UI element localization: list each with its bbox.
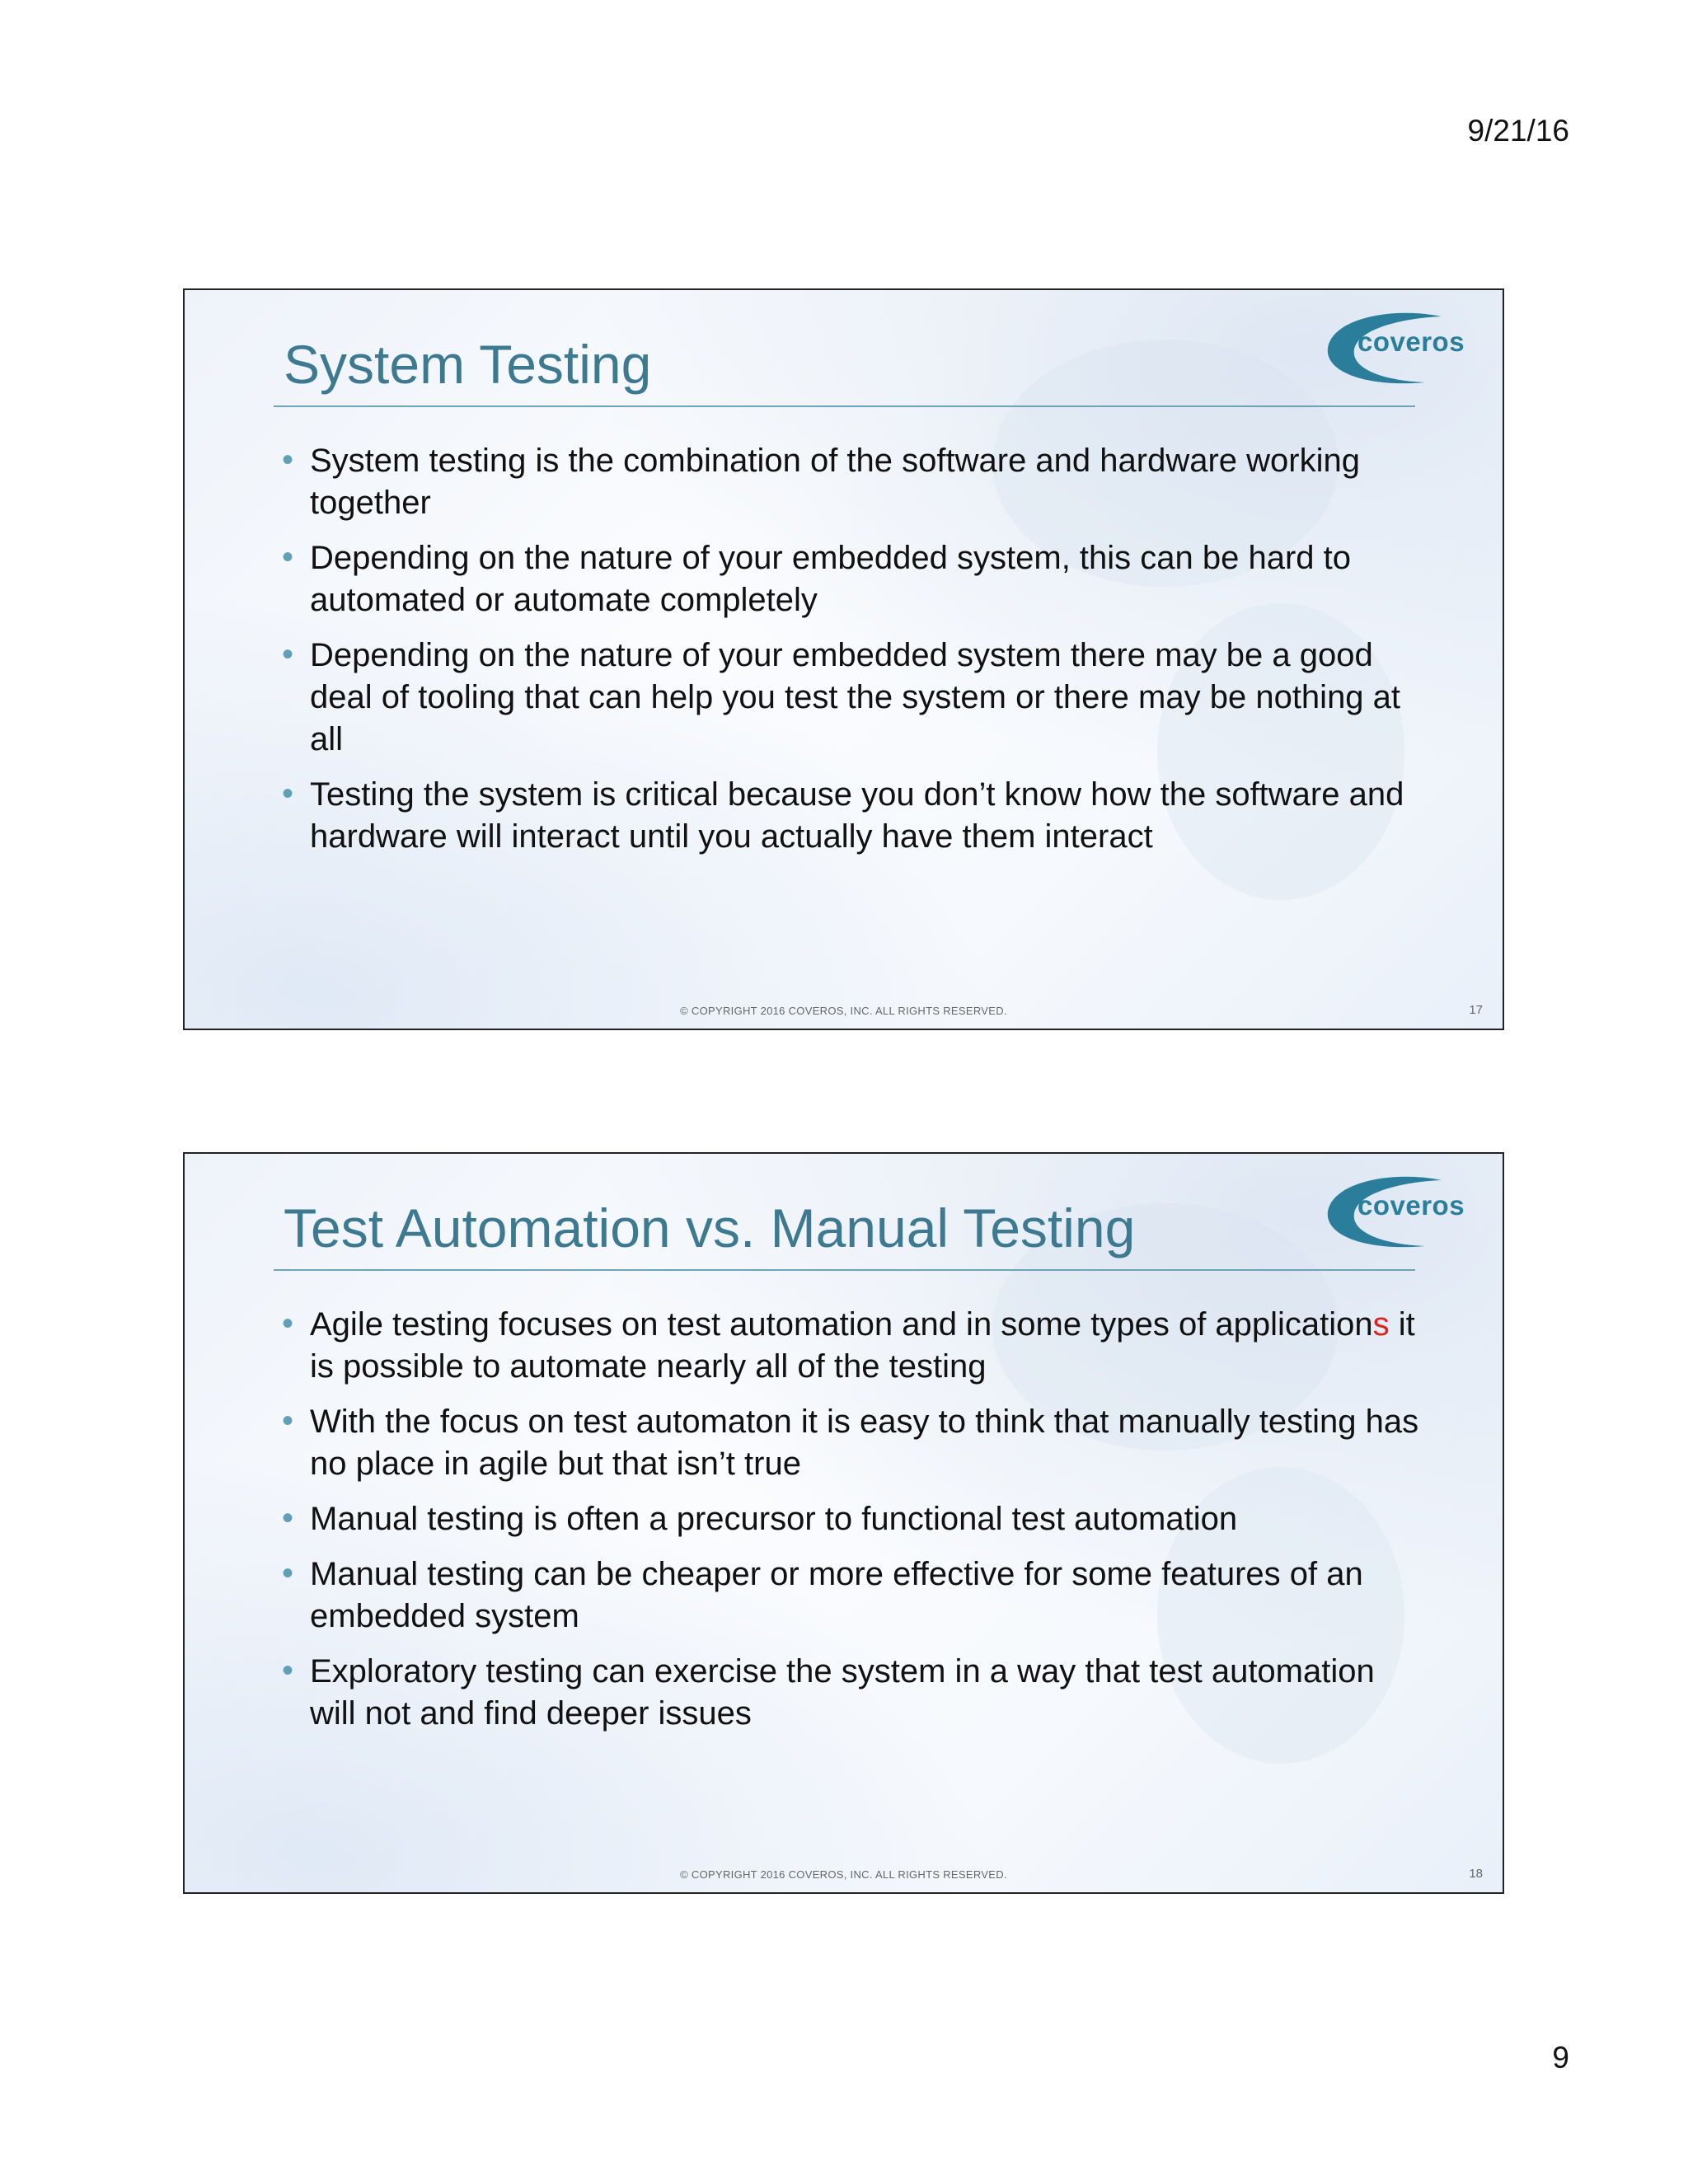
bullet-list (275, 1304, 1421, 1748)
copyright-notice: © COPYRIGHT 2016 COVEROS, INC. ALL RIGHTS RESERVED. (680, 1005, 1007, 1017)
page-date: 9/21/16 (1467, 114, 1569, 148)
slide-title: System Testing (284, 334, 652, 395)
title-divider (274, 1269, 1415, 1271)
slide-number: 18 (1469, 1867, 1483, 1881)
bullet-item: • Depending on the nature of your embedded system, this can be hard to automated or automate completely (275, 537, 1421, 621)
bullet-list (275, 440, 1421, 871)
logo-text: coveros (1357, 1190, 1465, 1221)
bullet-item: • Testing the system is critical because you don’t know how the software and hardware will interact until you actually have them interact (275, 774, 1421, 858)
slide-test-automation-vs-manual (183, 1152, 1504, 1894)
copyright-notice: © COPYRIGHT 2016 COVEROS, INC. ALL RIGHTS RESERVED. (680, 1868, 1007, 1881)
bullet-text: it is possible to automate nearly all of the testing (310, 1306, 1415, 1385)
highlighted-letter: s (1372, 1306, 1390, 1343)
coveros-logo (1318, 308, 1475, 391)
slide-number: 17 (1469, 1003, 1483, 1017)
slide-title: Test Automation vs. Manual Testing (284, 1197, 1136, 1258)
bullet-item: • Manual testing is often a precursor to functional test automation (275, 1498, 1421, 1540)
bullet-item: • Depending on the nature of your embedded system there may be a good deal of tooling that can help you test the system or there may be nothing at all (275, 635, 1421, 761)
bullet-text: Agile testing focuses on test automation and in some types of application (310, 1306, 1373, 1343)
logo-text: coveros (1357, 326, 1465, 357)
coveros-logo (1318, 1172, 1475, 1254)
page-number: 9 (1552, 2041, 1569, 2074)
title-divider (274, 405, 1415, 407)
bullet-item: • System testing is the combination of the software and hardware working together (275, 440, 1421, 524)
bullet-item: • With the focus on test automaton it is easy to think that manually testing has no place in agile but that isn’t true (275, 1401, 1421, 1485)
bullet-item (275, 1304, 1421, 1388)
bullet-item: • Exploratory testing can exercise the system in a way that test automation will not and find deeper issues (275, 1651, 1421, 1735)
slide-system-testing (183, 288, 1504, 1030)
bullet-item: • Manual testing can be cheaper or more effective for some features of an embedded system (275, 1554, 1421, 1638)
